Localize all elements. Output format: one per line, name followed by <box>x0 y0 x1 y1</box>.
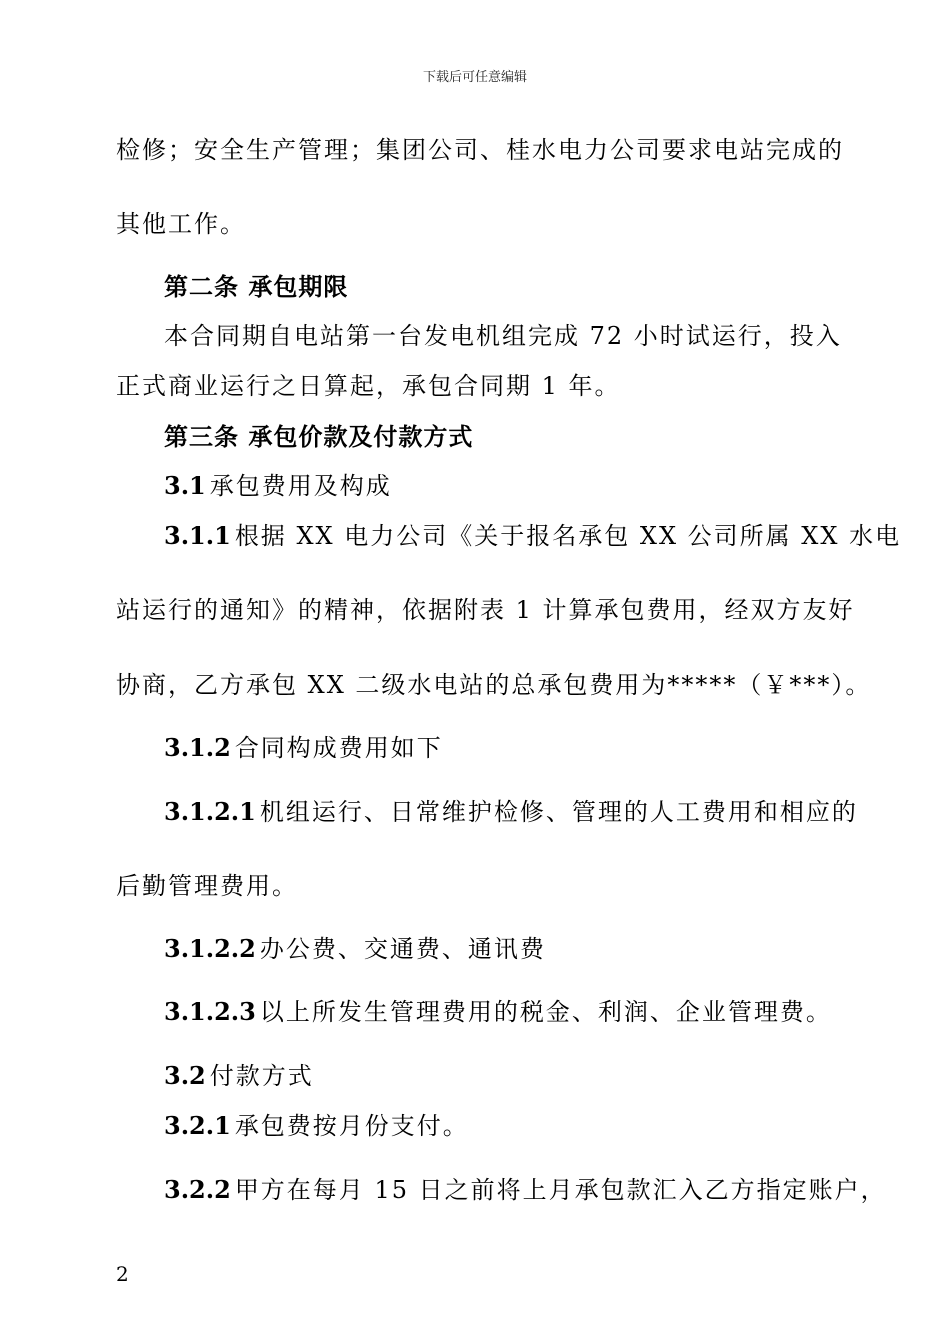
clause-number: 3.2 <box>164 1061 206 1090</box>
clause-number: 3.2.2 <box>164 1175 231 1204</box>
clause-3-1-2 <box>164 732 846 764</box>
clause-number: 3.1.2.1 <box>164 797 256 826</box>
clause-number: 3.2.1 <box>164 1111 231 1140</box>
body-line-1: 检修；安全生产管理；集团公司、桂水电力公司要求电站完成的 <box>116 136 844 164</box>
clause-text: 以上所发生管理费用的税金、利润、企业管理费。 <box>259 998 832 1026</box>
section-heading-2: 第二条 承包期限 <box>164 272 349 301</box>
section-heading-3: 第三条 承包价款及付款方式 <box>164 422 474 451</box>
clause-3-1-2-1 <box>164 796 858 828</box>
clause-3-1-2-2 <box>164 933 846 965</box>
clause-3-1-1 <box>164 520 902 552</box>
clause-number: 3.1.2 <box>164 733 231 762</box>
clause-number: 3.1.1 <box>164 521 231 550</box>
clause-number: 3.1.2.3 <box>164 997 256 1026</box>
clause-text: 承包费用及构成 <box>209 472 392 500</box>
page-header: 下载后可任意编辑 <box>422 70 527 85</box>
clause-text: 付款方式 <box>209 1062 314 1090</box>
clause-number: 3.1 <box>164 471 206 500</box>
clause-3-2-1 <box>164 1110 846 1142</box>
clause-number: 3.1.2.2 <box>164 934 256 963</box>
clause-text: 合同构成费用如下 <box>234 734 443 762</box>
body-line-5: 站运行的通知》的精神，依据附表 1 计算承包费用，经双方友好 <box>116 596 855 624</box>
body-line-2: 其他工作。 <box>116 210 246 238</box>
clause-3-1-2-3 <box>164 996 846 1028</box>
clause-3-2 <box>164 1060 846 1092</box>
clause-text: 根据 XX 电力公司《关于报名承包 XX 公司所属 XX 水电 <box>234 522 902 550</box>
clause-text: 承包费按月份支付。 <box>234 1112 469 1140</box>
clause-3-2-2 <box>164 1174 887 1206</box>
body-line-3: 本合同期自电站第一台发电机组完成 72 小时试运行，投入 <box>164 322 842 350</box>
body-line-7: 后勤管理费用。 <box>116 872 298 900</box>
clause-text: 办公费、交通费、通讯费 <box>259 935 546 963</box>
clause-text: 甲方在每月 15 日之前将上月承包款汇入乙方指定账户， <box>234 1176 887 1204</box>
clause-3-1 <box>164 470 846 502</box>
clause-text: 机组运行、日常维护检修、管理的人工费用和相应的 <box>259 798 858 826</box>
body-line-6: 协商，乙方承包 XX 二级水电站的总承包费用为*****（￥***）。 <box>116 671 872 699</box>
page-number: 2 <box>116 1262 129 1286</box>
body-line-4: 正式商业运行之日算起，承包合同期 1 年。 <box>116 372 621 400</box>
